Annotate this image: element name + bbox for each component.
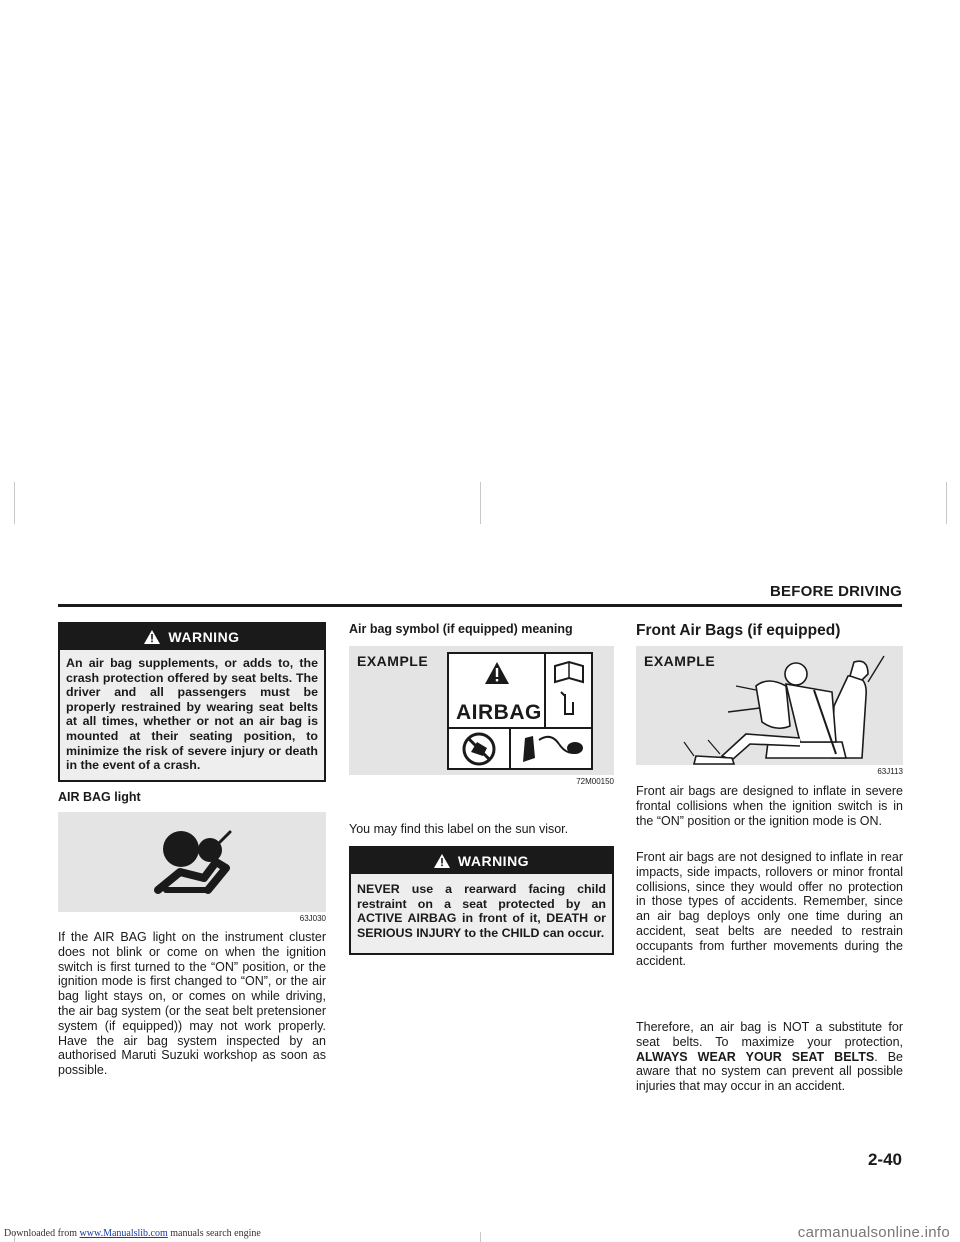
example-label: EXAMPLE bbox=[644, 653, 716, 669]
warning-triangle-icon bbox=[144, 630, 160, 644]
warning-header bbox=[60, 624, 324, 650]
figure-code: 63J113 bbox=[877, 767, 903, 776]
paragraph-front-airbags-2: Front air bags are not designed to inflate in rear impacts, side impacts, rollovers or minor frontal collisions, since they would offer no protection in those types of accidents. Remember, since an air bag deploys only one time during an accident, seat belts are needed to restrain occupants from further movements during the accident. bbox=[636, 850, 903, 968]
footer-prefix: Downloaded from bbox=[4, 1228, 80, 1239]
crop-mark bbox=[946, 482, 947, 524]
front-airbag-illustration bbox=[636, 646, 903, 765]
figure-front-airbag bbox=[636, 646, 903, 765]
warning-box-airbag-supplement bbox=[58, 622, 326, 782]
crop-mark bbox=[480, 482, 481, 524]
figure-code: 72M00150 bbox=[576, 777, 614, 786]
manualslib-link[interactable]: www.Manualslib.com bbox=[79, 1228, 168, 1239]
warning-text: NEVER use a rearward facing child restraint on a seat protected by an ACTIVE AIRBAG in front of it, DEATH or SERIOUS INJURY to the CHILD can occur. bbox=[357, 882, 606, 940]
airbag-warning-light-icon bbox=[58, 812, 326, 912]
warning-header bbox=[351, 848, 612, 874]
page-number: 2-40 bbox=[867, 1150, 902, 1169]
paragraph-front-airbags-1: Front air bags are designed to inflate in severe frontal collisions when the ignition switch is in the “ON” position or the ignition mode is ON. bbox=[636, 784, 903, 828]
figure-code: 63J030 bbox=[299, 914, 326, 923]
airbag-label-text: AIRBAG bbox=[456, 701, 542, 724]
paragraph-text: Therefore, an air bag is NOT a substitute for seat belts. To maximize your protection, bbox=[636, 1020, 903, 1049]
header-rule bbox=[58, 604, 902, 607]
paragraph-text: . Be aware that no system can prevent all possible injuries that may occur in an accident. bbox=[636, 1049, 903, 1094]
paragraph-sun-visor: You may find this label on the sun visor. bbox=[349, 822, 569, 836]
seat-belt-emphasis: ALWAYS WEAR YOUR SEAT BELTS bbox=[636, 1049, 875, 1064]
warning-triangle-icon bbox=[434, 854, 450, 868]
warning-box-child-restraint bbox=[349, 846, 614, 955]
footer-suffix: manuals search engine bbox=[167, 1228, 261, 1239]
warning-title: WARNING bbox=[168, 629, 240, 645]
crop-mark bbox=[14, 482, 15, 524]
watermark: carmanualsonline.info bbox=[797, 1224, 950, 1241]
figure-airbag-label bbox=[349, 646, 614, 775]
warning-title: WARNING bbox=[457, 853, 530, 869]
download-footer bbox=[4, 1228, 261, 1239]
heading-front-air-bags: Front Air Bags (if equipped) bbox=[636, 622, 841, 639]
example-label: EXAMPLE bbox=[357, 653, 429, 669]
subheading-airbag-light: AIR BAG light bbox=[58, 790, 141, 804]
subheading-airbag-symbol: Air bag symbol (if equipped) meaning bbox=[349, 622, 573, 636]
warning-text: An air bag supplements, or adds to, the crash protection offered by seat belts. The driver and all passengers must be properly restrained by wearing seat belts at all times, whether or not an air bag is mounted at their seating position, to minimize the risk of severe injury or death in the event of a crash. bbox=[66, 656, 318, 773]
paragraph-front-airbags-3 bbox=[636, 1020, 903, 1094]
section-title: BEFORE DRIVING bbox=[770, 583, 902, 600]
paragraph-airbag-light: If the AIR BAG light on the instrument cluster does not blink or come on when the ignition switch is first turned to the “ON” position, or the ignition mode is first changed to “ON”, or the air bag light stays on, or comes on while driving, the air bag system (or the seat belt pretensioner system (if equipped)) may not work properly. Have the air bag system inspected by an authorised Maruti Suzuki workshop as soon as possible. bbox=[58, 930, 326, 1078]
crop-mark bbox=[480, 1232, 481, 1242]
figure-airbag-light bbox=[58, 812, 326, 912]
